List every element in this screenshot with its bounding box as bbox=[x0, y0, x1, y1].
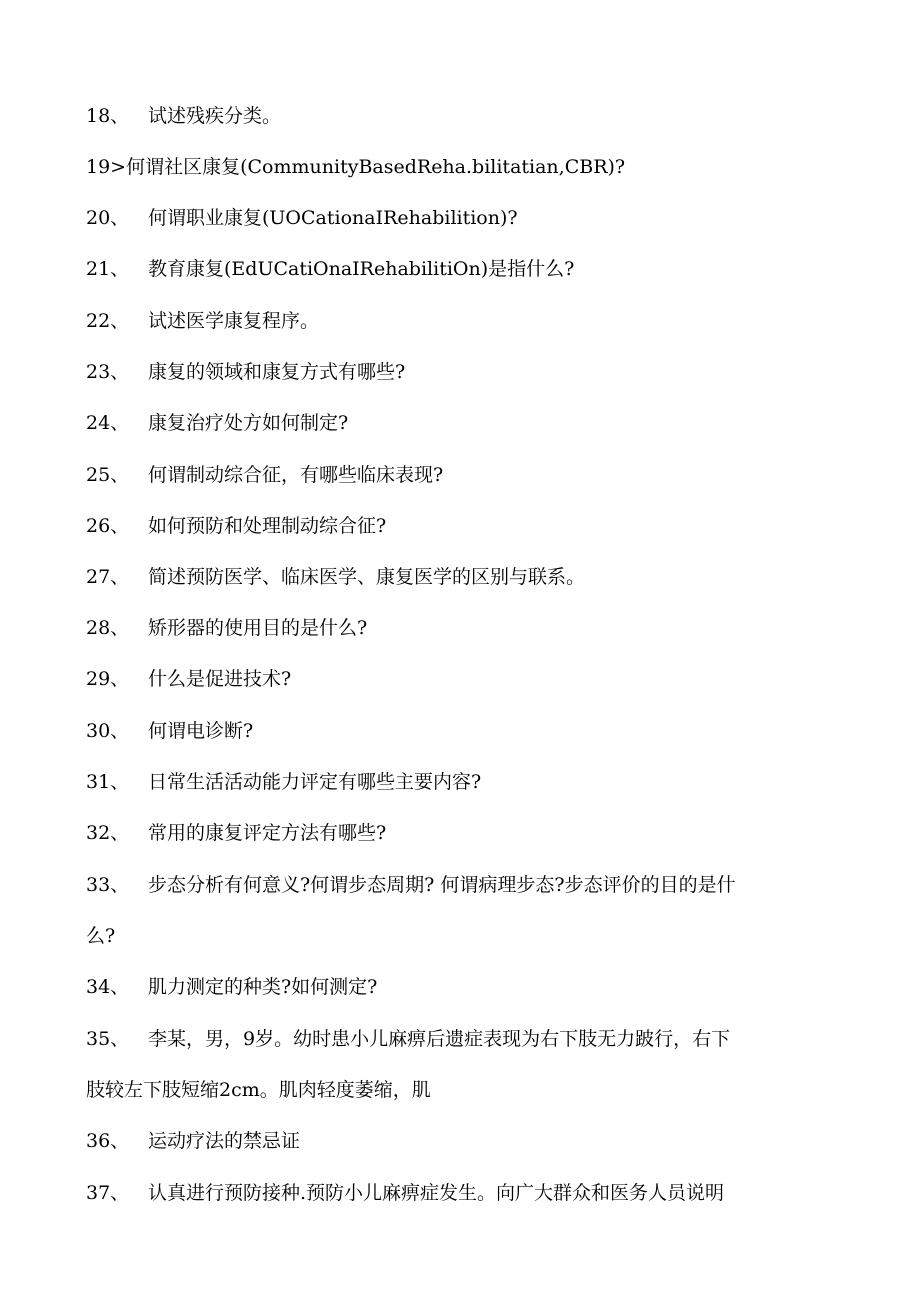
list-item bbox=[86, 615, 860, 641]
item-text-continuation: 肢较左下肢短缩2cm。肌肉轻度萎缩，肌 bbox=[86, 1079, 431, 1101]
item-number: 35、 bbox=[86, 1028, 130, 1050]
item-text: 矫形器的使用目的是什么? bbox=[148, 617, 368, 639]
item-text: 运动疗法的禁忌证 bbox=[148, 1130, 301, 1152]
list-item bbox=[86, 308, 860, 334]
item-number: 34、 bbox=[86, 976, 130, 998]
item-number: 33、 bbox=[86, 874, 130, 896]
list-item bbox=[86, 820, 860, 846]
list-item bbox=[86, 666, 860, 692]
item-number: 20、 bbox=[86, 207, 130, 229]
item-number: 26、 bbox=[86, 515, 130, 537]
item-number: 36、 bbox=[86, 1130, 130, 1152]
item-number: 27、 bbox=[86, 566, 130, 588]
item-text: 简述预防医学、临床医学、康复医学的区别与联系。 bbox=[148, 566, 586, 588]
list-item bbox=[86, 974, 860, 1000]
list-item bbox=[86, 359, 860, 385]
item-number: 37、 bbox=[86, 1182, 130, 1204]
list-item bbox=[86, 513, 860, 539]
list-item bbox=[86, 1026, 860, 1052]
item-text: 肌力测定的种类?如何测定? bbox=[148, 976, 378, 998]
list-item bbox=[86, 103, 860, 129]
item-text: 步态分析有何意义?何谓步态周期? 何谓病理步态?步态评价的目的是什 bbox=[148, 874, 736, 896]
item-number: 25、 bbox=[86, 464, 130, 486]
item-text: 康复的领域和康复方式有哪些? bbox=[148, 361, 406, 383]
item-number: 29、 bbox=[86, 668, 130, 690]
list-item bbox=[86, 462, 860, 488]
item-text: 常用的康复评定方法有哪些? bbox=[148, 822, 387, 844]
item-text: 何谓电诊断? bbox=[148, 720, 254, 742]
item-text: 19>何谓社区康复(CommunityBasedReha.bilitatian,CBR)? bbox=[86, 156, 626, 178]
item-number: 21、 bbox=[86, 258, 130, 280]
item-number: 31、 bbox=[86, 771, 130, 793]
list-item bbox=[86, 872, 860, 898]
list-item bbox=[86, 769, 860, 795]
item-text: 康复治疗处方如何制定? bbox=[148, 412, 349, 434]
item-number: 18、 bbox=[86, 105, 130, 127]
list-item-continuation bbox=[86, 923, 860, 949]
list-item bbox=[86, 256, 860, 282]
list-item-continuation bbox=[86, 1077, 860, 1103]
item-number: 24、 bbox=[86, 412, 130, 434]
item-number: 23、 bbox=[86, 361, 130, 383]
list-item bbox=[86, 1128, 860, 1154]
item-text: 李某，男，9岁。幼时患小儿麻痹后遗症表现为右下肢无力跛行，右下 bbox=[148, 1028, 731, 1050]
item-number: 22、 bbox=[86, 310, 130, 332]
item-text: 何谓职业康复(UOCationaIRehabilition)? bbox=[148, 207, 518, 229]
item-text: 试述医学康复程序。 bbox=[148, 310, 320, 332]
item-number: 32、 bbox=[86, 822, 130, 844]
item-text: 认真进行预防接种.预防小儿麻痹症发生。向广大群众和医务人员说明 bbox=[148, 1182, 725, 1204]
item-text: 教育康复(EdUCatiOnaIRehabilitiOn)是指什么? bbox=[148, 258, 575, 280]
item-text: 如何预防和处理制动综合征? bbox=[148, 515, 387, 537]
item-number: 30、 bbox=[86, 720, 130, 742]
item-text-continuation: 么? bbox=[86, 925, 116, 947]
list-item bbox=[86, 1180, 860, 1206]
list-item bbox=[86, 410, 860, 436]
list-item bbox=[86, 718, 860, 744]
list-item bbox=[86, 205, 860, 231]
item-text: 什么是促进技术? bbox=[148, 668, 292, 690]
list-item bbox=[86, 154, 860, 180]
item-text: 日常生活活动能力评定有哪些主要内容? bbox=[148, 771, 482, 793]
item-text: 何谓制动综合征，有哪些临床表现? bbox=[148, 464, 444, 486]
item-text: 试述残疾分类。 bbox=[148, 105, 282, 127]
item-number: 28、 bbox=[86, 617, 130, 639]
list-item bbox=[86, 564, 860, 590]
